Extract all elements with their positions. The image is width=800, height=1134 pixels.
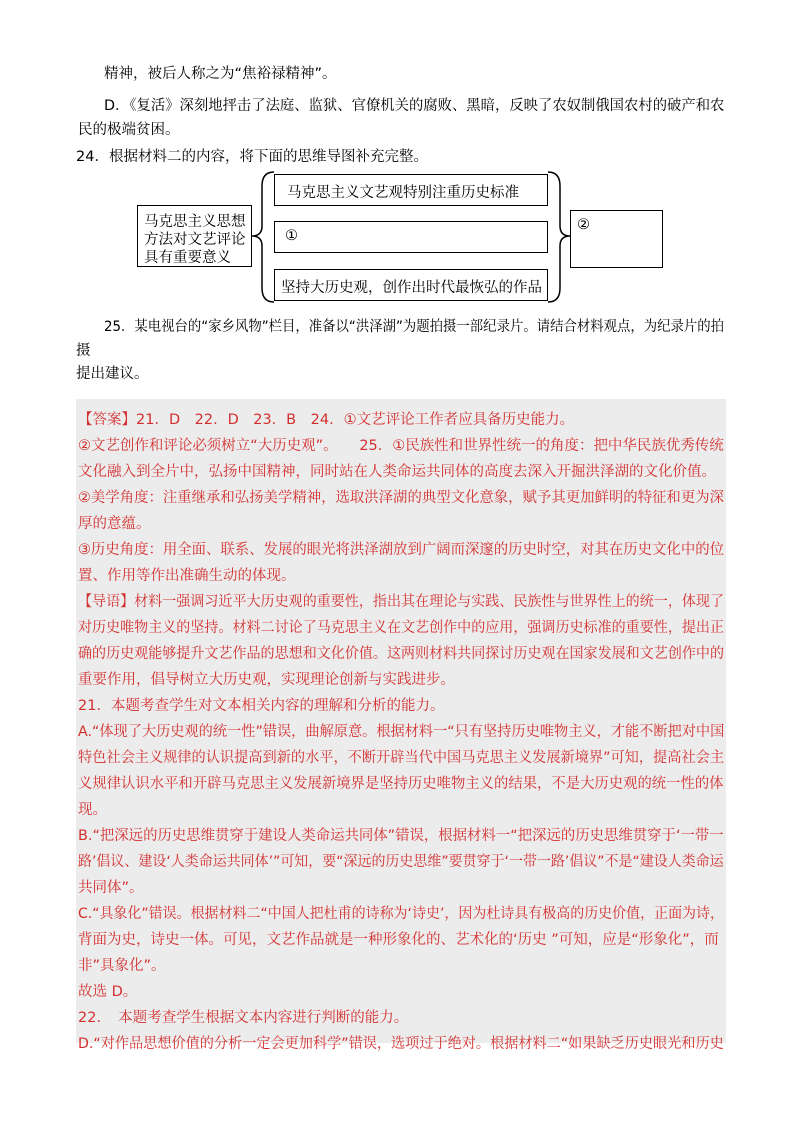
explanation-line: 共同体”。: [78, 880, 144, 896]
mindmap-item-2: [274, 221, 548, 253]
explanation-line: 背面为史，诗史一体。可见，文艺作品就是一种形象化的、艺术化的‘历史 ”可知，应是“形象化”，而: [78, 932, 719, 948]
mindmap-item-1: [274, 174, 548, 206]
mindmap-item-1-text: 马克思主义文艺观特别注重历史标准: [287, 185, 519, 201]
answer-line: 【答案】21．D 22．D 23．B 24．①文艺评论工作者应具备历史能力。: [78, 412, 575, 428]
mindmap-result-text: ②: [577, 217, 590, 233]
explanation-line: 故选 D。: [78, 984, 138, 1000]
mindmap-item-2-text: ①: [285, 228, 298, 244]
guide-line: 对历史唯物主义的坚持。材料二讨论了马克思主义在文艺创作中的应用，强调历史标准的重要性，提出正: [78, 620, 724, 636]
mindmap-root-line3: 具有重要意义: [144, 250, 231, 266]
question-25-line3: 提出建议。: [76, 366, 149, 382]
explanation-line: 21．本题考查学生对文本相关内容的理解和分析的能力。: [78, 698, 445, 714]
question-24: 24．根据材料二的内容，将下面的思维导图补充完整。: [76, 149, 428, 165]
option-d-continuation: 民的极端贫困。: [78, 122, 180, 138]
guide-line: 重要作用，倡导树立大历史观，实现理论创新与实践进步。: [78, 672, 455, 688]
question-25-line2: 摄: [76, 343, 91, 359]
answer-line: ②美学角度：注重继承和弘扬美学精神，选取洪泽湖的典型文化意象，赋予其更加鲜明的特征和更为深: [78, 490, 724, 506]
answer-line: ③历史角度：用全面、联系、发展的眼光将洪泽湖放到广阔而深邃的历史时空，对其在历史文化中的位: [78, 542, 724, 558]
mindmap-item-3-text: 坚持大历史观，创作出时代最恢弘的作品: [281, 280, 542, 296]
explanation-line: 22． 本题考查学生根据文本内容进行判断的能力。: [78, 1010, 409, 1026]
explanation-line: 非”具象化”。: [78, 958, 166, 974]
answer-line: 置、作用等作出准确生动的体现。: [78, 568, 296, 584]
explanation-line: B.“把深远的历史思维贯穿于建设人类命运共同体”错误，根据材料一“把深远的历史思维贯穿于‘一带一: [78, 828, 724, 844]
right-brace: [548, 172, 570, 302]
explanation-line: 现。: [78, 802, 107, 818]
mindmap-item-3: [274, 269, 548, 301]
answer-line: 厚的意蕴。: [78, 516, 151, 532]
explanation-line: D.“对作品思想价值的分析一定会更加科学”错误，选项过于绝对。根据材料二“如果缺乏历史眼光和历史: [78, 1036, 724, 1052]
explanation-line: 路’倡议、建设‘人类命运共同体’”可知，要“深远的历史思维”要贯穿于‘一带一路’倡议”不是“建设人类命运: [78, 854, 724, 870]
mindmap-root-line1: 马克思主义思想: [144, 214, 246, 230]
guide-line: 确的历史观能够提升文艺作品的思想和文化价值。这两则材料共同探讨历史观在国家发展和文艺创作中的: [78, 646, 724, 662]
answer-line: 文化融入到全片中，弘扬中国精神，同时站在人类命运共同体的高度去深入开掘洪泽湖的文化价值。: [78, 464, 716, 480]
explanation-line: 义规律认识水平和开辟马克思主义发展新境界是坚持历史唯物主义的结果，不是大历史观的统一性的体: [78, 776, 724, 792]
guide-line: 【导语】材料一强调习近平大历史观的重要性，指出其在理论与实践、民族性与世界性上的统一，体现了: [78, 594, 724, 610]
mindmap-result-box: [570, 210, 663, 268]
explanation-line: C.“具象化”错误。根据材料二“中国人把杜甫的诗称为‘诗史’，因为杜诗具有极高的历史价值，正面为诗，: [78, 906, 724, 922]
question-25-line1: 25．某电视台的“家乡风物”栏目，准备以“洪泽湖”为题拍摄一部纪录片。请结合材料观点，为纪录片的拍: [104, 319, 724, 335]
mindmap-root-line2: 方法对文艺评论: [144, 232, 246, 248]
option-d-text: D．《复活》深刻地抨击了法庭、监狱、官僚机关的腐败、黑暗，反映了农奴制俄国农村的破产和农: [104, 98, 725, 114]
explanation-line: A.“体现了大历史观的统一性”错误，曲解原意。根据材料一“只有坚持历史唯物主义，才能不断把对中国: [78, 724, 725, 740]
explanation-line: 特色社会主义规律的认识提高到新的水平，不断开辟当代中国马克思主义发展新境界”可知，提高社会主: [78, 750, 725, 766]
answer-line: ②文艺创作和评论必须树立“大历史观”。 25．①民族性和世界性统一的角度：把中华民族优秀传统: [78, 438, 724, 454]
left-brace: [252, 172, 274, 302]
option-c-continuation: 精神，被后人称之为“焦裕禄精神”。: [104, 66, 337, 82]
